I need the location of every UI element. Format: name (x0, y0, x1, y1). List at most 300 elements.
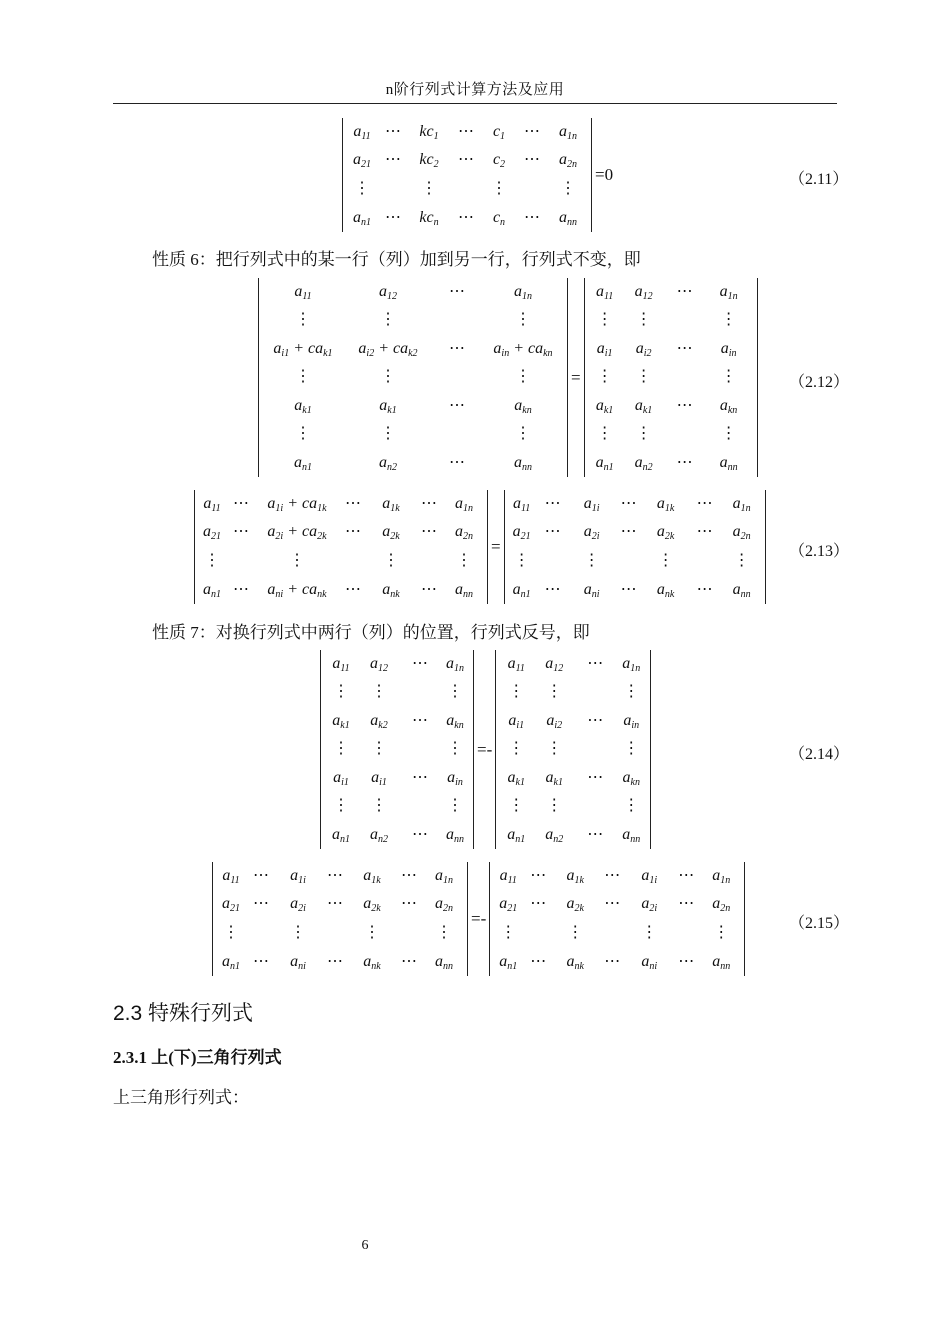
matrix-entry: ⋮ (421, 180, 437, 197)
matrix-entry: ⋮ (583, 552, 600, 569)
matrix-entry: ⋮ (456, 552, 472, 569)
determinant-row (588, 420, 754, 448)
matrix-entry: ⋯ (253, 895, 269, 912)
matrix-entry: ⋮ (491, 180, 507, 197)
matrix-entry: $a_{n1}$ (222, 953, 240, 972)
determinant-row (324, 763, 470, 792)
matrix-entry: ⋯ (676, 340, 693, 357)
matrix-entry: ⋯ (544, 581, 561, 598)
matrix-entry: $a_{kn}$ (622, 769, 640, 788)
determinant-row (324, 678, 470, 706)
matrix-entry (394, 918, 424, 948)
matrix-entry: $a_{nk}$ (656, 581, 675, 600)
matrix-entry: ⋮ (447, 740, 463, 757)
matrix-entry: $a_{11}$ (353, 123, 371, 142)
matrix-entry: ⋯ (620, 495, 637, 512)
matrix-entry: ⋮ (596, 311, 613, 328)
matrix-entry: ⋯ (327, 953, 343, 970)
matrix-entry: ⋮ (641, 924, 658, 941)
matrix-entry: $a_{k1}$ (379, 397, 397, 416)
matrix-entry: $a_{2n}$ (732, 523, 751, 542)
matrix-entry: ⋮ (596, 425, 613, 442)
matrix-entry: ⋯ (587, 769, 604, 786)
matrix-entry: $a_{11}$ (203, 495, 221, 514)
matrix-entry: ⋮ (380, 425, 396, 442)
matrix-entry: ⋮ (513, 552, 530, 569)
matrix-entry: ⋯ (449, 397, 465, 414)
matrix-entry: $a_{i1}$ (371, 769, 387, 788)
matrix-entry: $a_{n2}$ (379, 454, 397, 473)
matrix-entry (575, 678, 615, 706)
matrix-entry (400, 678, 440, 706)
matrix-entry: ⋯ (678, 895, 695, 912)
matrix-entry: $a_{n1}$ (332, 826, 350, 845)
determinant-row (508, 546, 762, 576)
matrix-entry: ⋮ (546, 683, 563, 700)
matrix-entry: $a_{1n}$ (559, 123, 577, 142)
running-header: n阶行列式计算方法及应用 (385, 82, 565, 98)
determinant-row (493, 890, 741, 918)
matrix-entry: ⋮ (508, 740, 525, 757)
matrix-entry: ⋯ (233, 495, 249, 512)
determinant-row (588, 306, 754, 334)
matrix-entry: $a_{1n}$ (622, 655, 641, 674)
matrix-entry: ⋮ (289, 552, 305, 569)
matrix-entry (400, 792, 440, 820)
matrix-entry: $a_{in} + ca_{kn}$ (493, 340, 553, 359)
matrix-entry: ⋯ (233, 581, 249, 598)
matrix-entry: $a_{k1}$ (332, 712, 350, 731)
equation-2-13 (194, 490, 766, 604)
determinant-row (499, 792, 647, 820)
matrix-entry: ⋯ (385, 209, 401, 226)
matrix-entry: $a_{2k}$ (363, 895, 381, 914)
matrix-entry: ⋯ (678, 867, 695, 884)
matrix-entry: $a_{11}$ (499, 867, 517, 886)
matrix-entry (523, 918, 553, 948)
matrix-entry: $a_{i2}$ (635, 340, 652, 359)
determinant-row (499, 678, 647, 706)
matrix-entry: $a_{ni}$ (641, 953, 658, 972)
determinant-row (324, 735, 470, 763)
determinant-row (499, 650, 647, 678)
matrix-entry: ⋯ (327, 895, 343, 912)
matrix-entry (432, 420, 482, 448)
determinant-row (216, 918, 464, 948)
matrix-entry: $a_{nn}$ (719, 454, 738, 473)
equation-number: （2.13） (789, 543, 850, 560)
equals-minus-sign: =- (471, 909, 487, 928)
matrix-entry (246, 918, 276, 948)
determinant-row (493, 918, 741, 948)
matrix-entry: $a_{nk}$ (382, 581, 400, 600)
matrix-entry: $a_{n2}$ (545, 826, 564, 845)
matrix-entry: $a_{nn}$ (559, 209, 577, 228)
matrix-entry: ⋮ (354, 180, 370, 197)
matrix-entry: $a_{n1}$ (507, 826, 526, 845)
matrix-entry: $a_{21}$ (499, 895, 518, 914)
matrix-entry: ⋯ (587, 712, 604, 729)
matrix-entry: ⋯ (449, 340, 465, 357)
matrix-entry: ⋮ (515, 368, 531, 385)
matrix-entry: $a_{nn}$ (455, 581, 473, 600)
matrix-entry: $a_{1n}$ (712, 867, 731, 886)
determinant-row (324, 706, 470, 735)
matrix-entry: ⋯ (385, 123, 401, 140)
matrix-entry: ⋮ (371, 797, 387, 814)
matrix-entry: $a_{1n}$ (435, 867, 453, 886)
matrix-entry: ⋯ (421, 523, 437, 540)
page-number: 6 (361, 1238, 369, 1253)
determinant-row (588, 334, 754, 363)
determinant-row (216, 948, 464, 976)
matrix-entry: $a_{2i}$ (583, 523, 600, 542)
determinant-row (493, 948, 741, 976)
determinant-row (499, 820, 647, 849)
matrix-entry: ⋮ (333, 683, 349, 700)
matrix-entry (671, 918, 701, 948)
determinant-row (198, 518, 484, 546)
section-heading: 2.3 特殊行列式 (113, 1002, 254, 1025)
matrix-entry: ⋯ (458, 209, 474, 226)
matrix-entry: $a_{1n}$ (455, 495, 473, 514)
matrix-entry (575, 735, 615, 763)
matrix-entry: $a_{n1}$ (512, 581, 531, 600)
matrix-entry: $a_{k1}$ (507, 769, 525, 788)
equals-zero: =0 (595, 165, 614, 184)
matrix-entry: $a_{1i}$ (641, 867, 658, 886)
matrix-entry: $a_{1i}$ (290, 867, 306, 886)
determinant-row (262, 278, 564, 306)
matrix-entry (338, 546, 368, 576)
matrix-entry: $a_{11}$ (507, 655, 525, 674)
matrix-entry: ⋮ (720, 425, 737, 442)
matrix-entry: $a_{nk}$ (363, 953, 381, 972)
matrix-entry: ⋮ (515, 311, 531, 328)
matrix-entry: ⋯ (449, 454, 465, 471)
determinant-row (508, 518, 762, 546)
matrix-entry: ⋯ (385, 151, 401, 168)
matrix-entry: ⋯ (530, 895, 547, 912)
matrix-entry: ⋮ (508, 797, 525, 814)
matrix-entry: ⋯ (676, 454, 693, 471)
matrix-entry: $a_{n1}$ (353, 209, 371, 228)
determinant-row (588, 391, 754, 420)
matrix-entry: $a_{12}$ (379, 283, 397, 302)
property-7-text: 性质 7：对换行列式中两行（列）的位置，行列式反号，即 (152, 623, 590, 642)
matrix-entry: ⋮ (713, 924, 730, 941)
determinant-row (493, 862, 741, 890)
equation-number: （2.11） (789, 171, 849, 188)
matrix-entry: ⋮ (635, 368, 652, 385)
matrix-entry: $a_{21}$ (222, 895, 240, 914)
matrix-entry: ⋮ (295, 425, 311, 442)
matrix-entry: $a_{1n}$ (514, 283, 532, 302)
matrix-entry: $a_{nn}$ (435, 953, 453, 972)
matrix-entry: $a_{1i}$ (583, 495, 600, 514)
matrix-entry: ⋮ (371, 683, 387, 700)
matrix-entry: ⋮ (635, 425, 652, 442)
matrix-entry: $a_{2n}$ (455, 523, 473, 542)
matrix-entry (226, 546, 256, 576)
matrix-entry (666, 306, 704, 334)
matrix-entry: ⋯ (604, 953, 621, 970)
matrix-entry: ⋯ (530, 953, 547, 970)
determinant-row (262, 420, 564, 448)
matrix-entry: ⋯ (530, 867, 547, 884)
determinant-row (216, 890, 464, 918)
matrix-entry: $a_{2n}$ (559, 151, 577, 170)
matrix-entry: $a_{i1}$ (596, 340, 613, 359)
matrix-entry: ⋮ (364, 924, 380, 941)
upper-triangular-label: 上三角形行列式： (113, 1088, 249, 1107)
matrix-entry: ⋯ (620, 581, 637, 598)
determinant-row (499, 706, 647, 735)
matrix-entry: ⋯ (253, 867, 269, 884)
matrix-entry: $a_{nk}$ (566, 953, 584, 972)
matrix-entry: ⋯ (544, 523, 561, 540)
determinant-row (198, 546, 484, 576)
equation-2-11 (342, 118, 616, 232)
matrix-entry: $a_{i2} + ca_{k2}$ (358, 340, 418, 359)
matrix-entry: ⋯ (233, 523, 249, 540)
matrix-entry: $a_{1k}$ (566, 867, 584, 886)
matrix-entry: ⋯ (421, 495, 437, 512)
matrix-entry: ⋯ (412, 712, 428, 729)
matrix-entry: ⋯ (401, 895, 417, 912)
matrix-entry: $a_{k1}$ (294, 397, 312, 416)
determinant (342, 118, 592, 232)
determinant-row (262, 363, 564, 391)
matrix-entry: $a_{1k}$ (656, 495, 675, 514)
determinant-left (212, 862, 468, 976)
matrix-entry: $a_{1n}$ (446, 655, 464, 674)
matrix-entry: $a_{n2}$ (370, 826, 388, 845)
matrix-entry: $a_{ni} + ca_{nk}$ (267, 581, 327, 600)
matrix-entry: $a_{i2}$ (546, 712, 563, 731)
matrix-entry: ⋮ (657, 552, 674, 569)
matrix-entry: $a_{n1}$ (499, 953, 518, 972)
determinant-row (216, 862, 464, 890)
matrix-entry: $a_{kn}$ (514, 397, 532, 416)
matrix-entry: ⋮ (733, 552, 750, 569)
matrix-entry (666, 363, 704, 391)
matrix-entry: ⋯ (620, 523, 637, 540)
matrix-entry: ⋮ (204, 552, 220, 569)
matrix-entry: $a_{1n}$ (719, 283, 738, 302)
matrix-entry: $c_n$ (492, 209, 506, 228)
matrix-entry: ⋯ (587, 655, 604, 672)
matrix-entry: ⋮ (720, 368, 737, 385)
matrix-entry: $a_{2k}$ (382, 523, 400, 542)
equation-number: （2.15） (789, 915, 850, 932)
matrix-entry: $a_{n1}$ (203, 581, 221, 600)
matrix-entry: ⋮ (560, 180, 576, 197)
matrix-entry: $a_{kn}$ (446, 712, 464, 731)
matrix-entry: $a_{11}$ (294, 283, 312, 302)
matrix-entry: $a_{i1} + ca_{k1}$ (273, 340, 333, 359)
matrix-entry: $a_{in}$ (447, 769, 463, 788)
matrix-entry: $a_{21}$ (203, 523, 221, 542)
matrix-entry: $a_{ni}$ (290, 953, 306, 972)
matrix-entry (432, 363, 482, 391)
matrix-entry: $a_{21}$ (353, 151, 371, 170)
matrix-entry: ⋯ (676, 397, 693, 414)
determinant-row (324, 650, 470, 678)
matrix-entry: ⋯ (345, 495, 361, 512)
matrix-entry: $a_{2i}$ (641, 895, 658, 914)
matrix-entry: ⋯ (449, 283, 465, 300)
matrix-entry: $kc_2$ (419, 151, 439, 170)
determinant-right (584, 278, 758, 477)
determinant-row (346, 118, 588, 146)
matrix-entry (614, 546, 644, 576)
matrix-entry: ⋯ (345, 523, 361, 540)
matrix-entry: $a_{in}$ (623, 712, 640, 731)
equation-number: （2.14） (789, 746, 850, 763)
determinant-row (346, 204, 588, 232)
determinant-row (262, 334, 564, 363)
matrix-entry (666, 420, 704, 448)
matrix-entry: ⋮ (383, 552, 399, 569)
equation-2-14 (320, 650, 651, 849)
matrix-entry (400, 735, 440, 763)
matrix-entry: ⋮ (223, 924, 239, 941)
matrix-entry: $a_{n1}$ (595, 454, 614, 473)
matrix-entry: $a_{nn}$ (622, 826, 641, 845)
matrix-entry: $a_{k1}$ (595, 397, 614, 416)
matrix-entry: ⋮ (380, 311, 396, 328)
matrix-entry (688, 546, 722, 576)
matrix-entry: ⋮ (546, 797, 563, 814)
matrix-entry (536, 546, 570, 576)
matrix-entry: ⋮ (290, 924, 306, 941)
matrix-entry: $a_{in}$ (720, 340, 737, 359)
equation-number: （2.12） (789, 374, 850, 391)
matrix-entry: ⋯ (524, 123, 540, 140)
matrix-entry: $a_{11}$ (332, 655, 350, 674)
matrix-entry: ⋯ (604, 867, 621, 884)
determinant-row (508, 576, 762, 604)
matrix-entry: $a_{2n}$ (435, 895, 453, 914)
matrix-entry: $a_{2k}$ (656, 523, 675, 542)
matrix-entry: ⋯ (327, 867, 343, 884)
matrix-entry: ⋯ (587, 826, 604, 843)
matrix-entry: ⋯ (412, 826, 428, 843)
matrix-entry: $a_{nn}$ (446, 826, 464, 845)
matrix-entry: ⋮ (447, 797, 463, 814)
determinant-row (262, 306, 564, 334)
matrix-entry: $kc_n$ (419, 209, 439, 228)
matrix-entry: $a_{1i} + ca_{1k}$ (267, 495, 327, 514)
matrix-entry: ⋯ (544, 495, 561, 512)
matrix-entry: $a_{12}$ (634, 283, 653, 302)
determinant-row (324, 820, 470, 849)
matrix-entry: ⋯ (696, 581, 713, 598)
determinant-row (262, 448, 564, 477)
matrix-entry: $kc_1$ (419, 123, 439, 142)
matrix-entry: $a_{n1}$ (294, 454, 312, 473)
determinant-right (489, 862, 745, 976)
matrix-entry: ⋮ (380, 368, 396, 385)
matrix-entry: ⋯ (401, 953, 417, 970)
matrix-entry: ⋯ (676, 283, 693, 300)
matrix-entry (378, 174, 408, 204)
matrix-entry: ⋯ (421, 581, 437, 598)
matrix-entry: $a_{2k}$ (566, 895, 584, 914)
determinant-left (258, 278, 568, 477)
matrix-entry: $a_{1k}$ (363, 867, 381, 886)
matrix-entry: ⋯ (524, 151, 540, 168)
matrix-entry: ⋮ (333, 740, 349, 757)
matrix-entry: ⋮ (623, 797, 640, 814)
matrix-entry: ⋮ (567, 924, 584, 941)
matrix-entry: $a_{11}$ (512, 495, 531, 514)
matrix-entry: ⋮ (295, 368, 311, 385)
matrix-entry (516, 174, 548, 204)
matrix-entry: ⋯ (696, 523, 713, 540)
determinant-row (508, 490, 762, 518)
matrix-entry: ⋮ (596, 368, 613, 385)
matrix-entry: ⋯ (678, 953, 695, 970)
matrix-entry (414, 546, 444, 576)
matrix-entry: $a_{nn}$ (732, 581, 751, 600)
matrix-entry: ⋮ (447, 683, 463, 700)
matrix-entry: $a_{1n}$ (732, 495, 751, 514)
matrix-entry: ⋮ (500, 924, 517, 941)
matrix-entry: $a_{2n}$ (712, 895, 731, 914)
matrix-entry: ⋮ (515, 425, 531, 442)
determinant-row (324, 792, 470, 820)
determinant-left (194, 490, 488, 604)
equals-sign: = (571, 367, 581, 387)
matrix-entry (597, 918, 627, 948)
determinant-right (504, 490, 766, 604)
determinant-row (588, 363, 754, 391)
determinant-row (262, 391, 564, 420)
matrix-entry: ⋯ (604, 895, 621, 912)
matrix-entry: $c_1$ (492, 123, 506, 142)
determinant-row (346, 146, 588, 174)
matrix-entry: ⋮ (508, 683, 525, 700)
matrix-entry: ⋯ (696, 495, 713, 512)
matrix-entry: $a_{k2}$ (370, 712, 388, 731)
matrix-entry: $a_{11}$ (595, 283, 614, 302)
matrix-entry: ⋯ (458, 151, 474, 168)
matrix-entry: $a_{2i} + ca_{2k}$ (267, 523, 327, 542)
matrix-entry: $a_{12}$ (545, 655, 564, 674)
matrix-entry: $a_{i1}$ (333, 769, 349, 788)
matrix-entry: ⋮ (720, 311, 737, 328)
determinant-left (320, 650, 474, 849)
matrix-entry: $a_{2i}$ (290, 895, 306, 914)
matrix-entry: ⋮ (295, 311, 311, 328)
matrix-entry: $a_{nn}$ (514, 454, 532, 473)
determinant-row (499, 735, 647, 763)
equation-2-12 (258, 278, 758, 477)
matrix-entry: ⋮ (623, 683, 640, 700)
matrix-entry: $a_{n2}$ (634, 454, 653, 473)
matrix-entry: ⋮ (623, 740, 640, 757)
matrix-entry: ⋮ (635, 311, 652, 328)
matrix-entry: $a_{nn}$ (712, 953, 731, 972)
matrix-entry (575, 792, 615, 820)
matrix-entry: $a_{1k}$ (382, 495, 400, 514)
matrix-entry: ⋯ (345, 581, 361, 598)
determinant-row (588, 278, 754, 306)
matrix-entry: ⋮ (371, 740, 387, 757)
matrix-entry: ⋯ (401, 867, 417, 884)
